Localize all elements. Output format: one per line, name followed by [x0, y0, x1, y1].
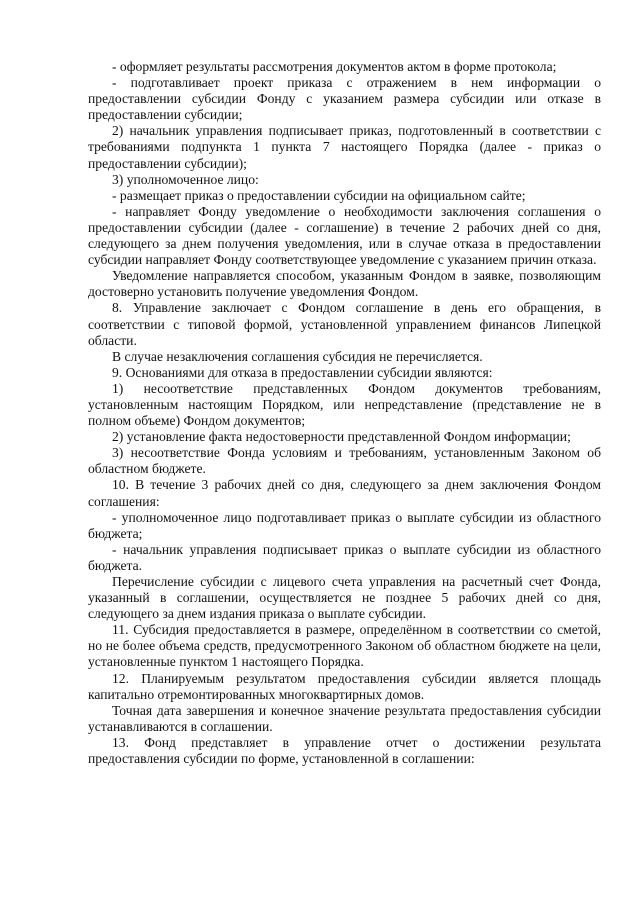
paragraph: 9. Основаниями для отказа в предоставлении субсидии являются:: [112, 364, 493, 380]
paragraph: 11. Субсидия предоставляется в размере, определённом в соответствии со сметой, но не более объема средств, предусмотренного Законом об областном бюджете на цели, установленные пунктом 1 настоящего Порядка.: [88, 622, 601, 670]
paragraph: 2) начальник управления подписывает приказ, подготовленный в соответствии с требованиями подпункта 1 пункта 7 настоящего Порядка (далее - приказ о предоставлении субсидии);: [88, 123, 601, 171]
paragraph: - направляет Фонду уведомление о необходимости заключения соглашения о предоставлении субсидии (далее - соглашение) в течение 2 рабочих дней со дня, следующего за днем получения уведомления, или в случае отказа в предоставлении субсидии направляет Фонду соответствующее уведомление с указанием причин отказа.: [88, 203, 601, 268]
paragraph: 2) установление факта недостоверности представленной Фондом информации;: [112, 429, 571, 445]
paragraph: 3) уполномоченное лицо:: [112, 171, 259, 187]
paragraph: Перечисление субсидии с лицевого счета управления на расчетный счет Фонда, указанный в соглашении, осуществляется не позднее 5 рабочих дней со дня, следующего за днем издания приказа о выплате субсидии.: [88, 574, 601, 622]
paragraph: 8. Управление заключает с Фондом соглашение в день его обращения, в соответствии с типовой формой, установленной управлением финансов Липецкой области.: [88, 300, 601, 348]
paragraph: В случае незаключения соглашения субсидия не перечисляется.: [112, 348, 483, 364]
paragraph: - уполномоченное лицо подготавливает приказ о выплате субсидии из областного бюджета;: [88, 509, 601, 541]
paragraph: 3) несоответствие Фонда условиям и требованиям, установленным Законом об областном бюджете.: [88, 445, 601, 477]
paragraph: - размещает приказ о предоставлении субсидии на официальном сайте;: [112, 187, 526, 203]
paragraph: 10. В течение 3 рабочих дней со дня, следующего за днем заключения Фондом соглашения:: [88, 477, 601, 509]
paragraph: 12. Планируемым результатом предоставления субсидии является площадь капитально отремонтированных многоквартирных домов.: [88, 670, 601, 702]
paragraph: - начальник управления подписывает приказ о выплате субсидии из областного бюджета.: [88, 541, 601, 573]
paragraph: - оформляет результаты рассмотрения документов актом в форме протокола;: [112, 59, 557, 74]
paragraph: Точная дата завершения и конечное значение результата предоставления субсидии устанавливаются в соглашении.: [88, 702, 601, 734]
document-page: [88, 59, 601, 767]
paragraph: - подготавливает проект приказа с отражением в нем информации о предоставлении субсидии Фонду с указанием размера субсидии или отказе в предоставлении субсидии;: [88, 75, 601, 123]
paragraph: Уведомление направляется способом, указанным Фондом в заявке, позволяющим достоверно установить получение уведомления Фондом.: [88, 268, 601, 300]
paragraph: 1) несоответствие представленных Фондом документов требованиям, установленным настоящим Порядком, или непредставление (представление не в полном объеме) Фондом документов;: [88, 380, 601, 429]
paragraph: 13. Фонд представляет в управление отчет о достижении результата предоставления субсидии по форме, установленной в соглашении:: [88, 734, 601, 767]
